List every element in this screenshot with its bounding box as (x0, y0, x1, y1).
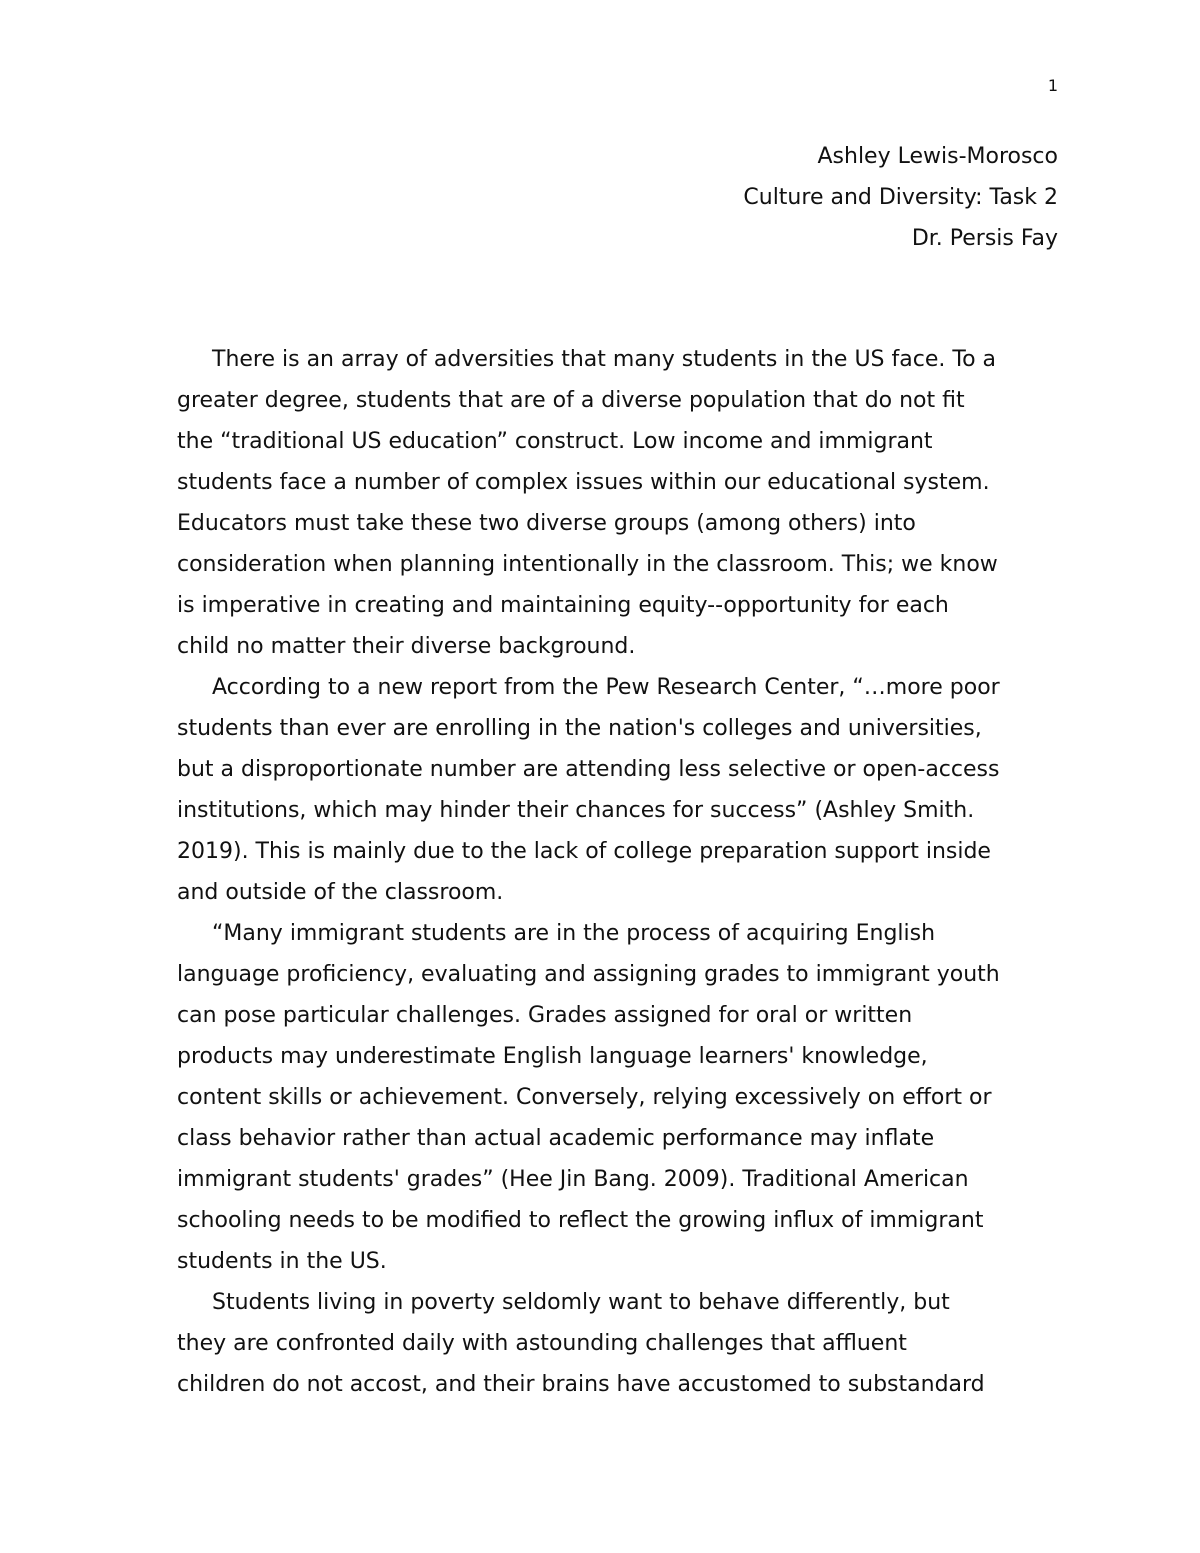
paragraph-line: children do not accost, and their brains have accustomed to substandard (177, 1372, 985, 1397)
paragraph-line: class behavior rather than actual academic performance may inflate (177, 1126, 935, 1151)
page-number: 1 (1047, 76, 1058, 95)
paragraph (177, 913, 1058, 1282)
paragraph-line: greater degree, students that are of a diverse population that do not fit (177, 388, 965, 413)
paragraph-line: but a disproportionate number are attending less selective or open-access (177, 757, 1000, 782)
paragraph-line: consideration when planning intentionally in the classroom. This; we know (177, 552, 998, 577)
paragraph-line: “Many immigrant students are in the process of acquiring English (212, 921, 936, 946)
paragraph-line: they are confronted daily with astounding challenges that affluent (177, 1331, 907, 1356)
paragraph-line: content skills or achievement. Conversely, relying excessively on effort or (177, 1085, 992, 1110)
paragraph-line: students face a number of complex issues within our educational system. (177, 470, 990, 495)
course-title: Culture and Diversity: Task 2 (743, 185, 1058, 210)
paragraph-line: students than ever are enrolling in the nation's colleges and universities, (177, 716, 982, 741)
paragraph-line: According to a new report from the Pew Research Center, “…more poor (212, 675, 1000, 700)
paragraph-line: language proficiency, evaluating and assigning grades to immigrant youth (177, 962, 1000, 987)
paragraph (177, 667, 1058, 913)
paragraph (177, 1282, 1058, 1405)
paragraph-line: 2019). This is mainly due to the lack of college preparation support inside (177, 839, 991, 864)
instructor-name: Dr. Persis Fay (911, 226, 1058, 251)
header-block (743, 136, 1058, 259)
paragraph-line: can pose particular challenges. Grades assigned for oral or written (177, 1003, 913, 1028)
author-name: Ashley Lewis-Morosco (817, 144, 1058, 169)
paragraph-line: institutions, which may hinder their chances for success” (Ashley Smith. (177, 798, 975, 823)
paragraph-line: There is an array of adversities that many students in the US face. To a (212, 347, 996, 372)
paragraph-line: child no matter their diverse background. (177, 634, 636, 659)
paragraph-line: Educators must take these two diverse groups (among others) into (177, 511, 916, 536)
paragraph-line: students in the US. (177, 1249, 387, 1274)
paragraph-line: the “traditional US education” construct. Low income and immigrant (177, 429, 933, 454)
paragraph-line: immigrant students' grades” (Hee Jin Bang. 2009). Traditional American (177, 1167, 969, 1192)
paragraph-line: products may underestimate English language learners' knowledge, (177, 1044, 928, 1069)
paragraph-line: Students living in poverty seldomly want to behave differently, but (212, 1290, 950, 1315)
document-body (177, 339, 1058, 1405)
paragraph-line: schooling needs to be modified to reflect the growing influx of immigrant (177, 1208, 984, 1233)
paragraph-line: is imperative in creating and maintaining equity--opportunity for each (177, 593, 949, 618)
paragraph (177, 339, 1058, 667)
paragraph-line: and outside of the classroom. (177, 880, 504, 905)
